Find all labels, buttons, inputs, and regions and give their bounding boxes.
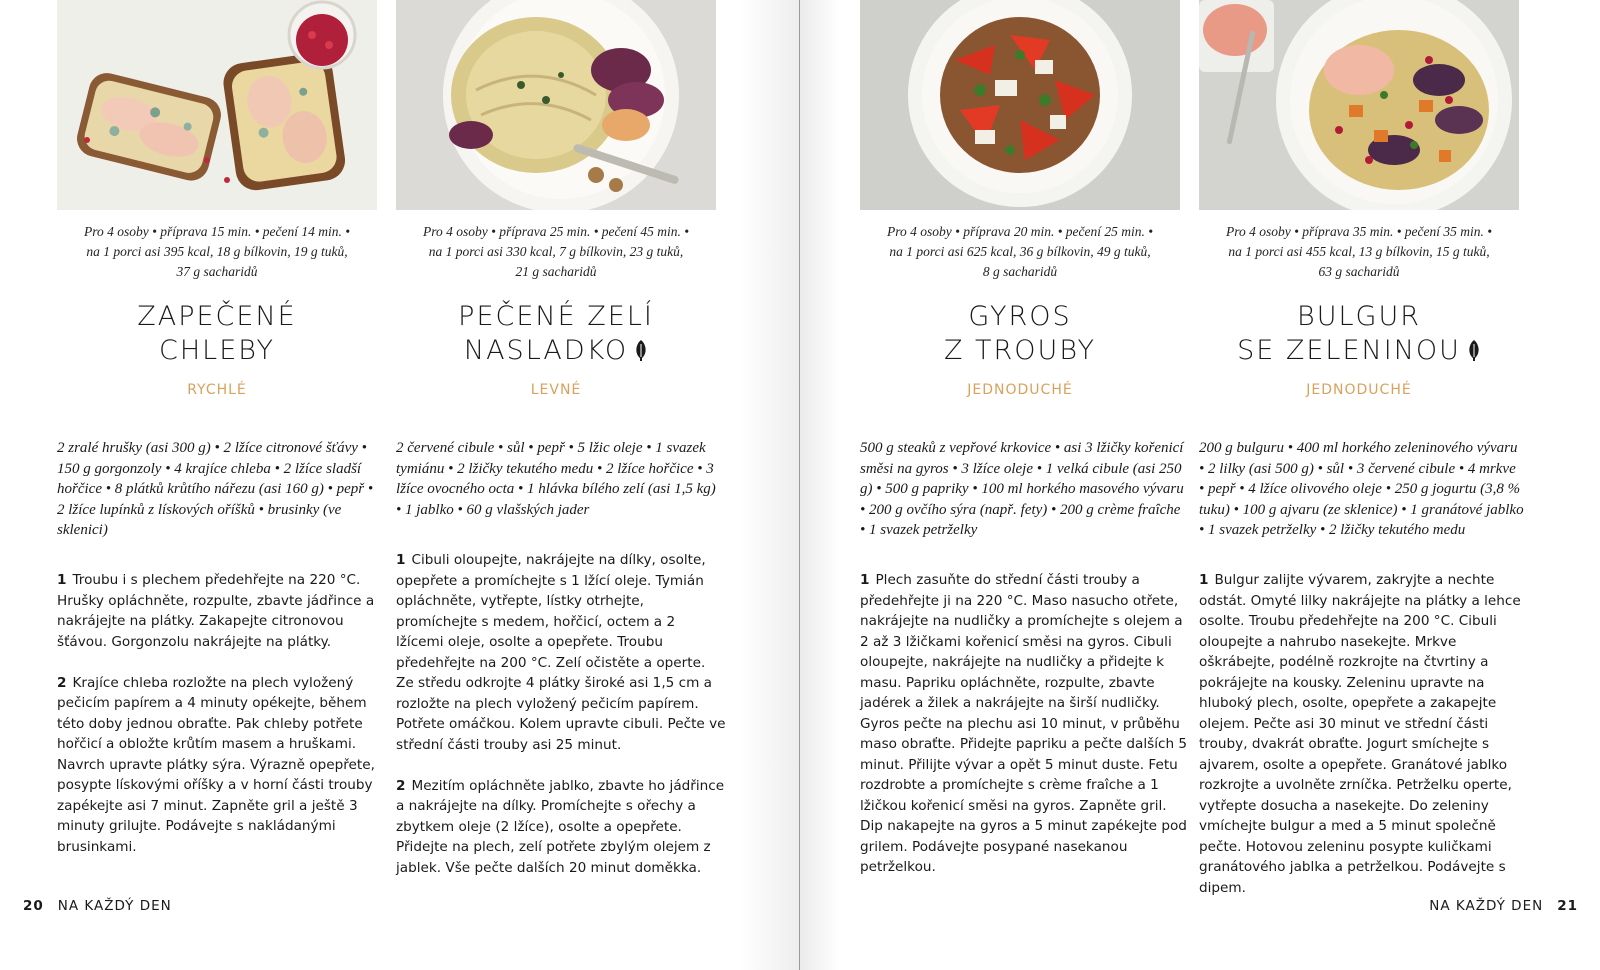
recipe-step (1199, 570, 1529, 898)
recipe-meta: Pro 4 osoby • příprava 35 min. • pečení 35 min. • na 1 porci asi 455 kcal, 13 g bílkovin, 15 g tuků, 63 g sacharidů (1225, 224, 1493, 279)
step-text: Mezitím opláchněte jablko, zbavte ho jádřince a nakrájejte na dílky. Promíchejte s ořechy a zbytkem oleje (2 lžíce), osolte a opepřete. Přidejte na plech, zelí potřete zbylým olejem z jablek. Vše pečte dalších 20 minut doměkka. (396, 777, 725, 876)
step-text: Krajíce chleba rozložte na plech vyložený pečicím papírem a 4 minuty opékejte, během této doby jednou obraťte. Pak chleby potřete hořčicí a obložte krůtím masem a hruškami. Navrch upravte plátky sýra. Výrazně opepřete, posypte lískovými oříšky a v horní části trouby zapékejte asi 7 minut. Zapněte gril a ještě 3 minuty grilujte. Podávejte s nakládanými brusinkami. (57, 674, 375, 855)
recipe-tag: RYCHLÉ (187, 382, 247, 398)
recipe-tag: JEDNODUCHÉ (967, 382, 1073, 398)
recipe-ingredients: 2 zralé hrušky (asi 300 g) • 2 lžíce citronové šťávy • 150 g gorgonzoly • 4 krajíce chleba • 2 lžíce sladší hořčice • 8 plátků krůtího nářezu (asi 160 g) • pepř • 2 lžíce lupínků z lískových oříšků • brusinky (ve sklenici) (57, 440, 374, 538)
step-number: 1 (860, 572, 870, 588)
recipe-title-line-1: ZAPEČENÉ (137, 301, 297, 332)
step-number: 1 (57, 572, 67, 588)
recipe-steps (860, 570, 1190, 898)
recipe-tag: LEVNÉ (530, 382, 582, 398)
folio-right (1429, 898, 1578, 914)
recipe-step (396, 776, 726, 879)
step-text: Cibuli oloupejte, nakrájejte na dílky, osolte, opepřete a promíchejte s 1 lžící oleje. Tymián opláchněte, vytřepte, lístky otrhejte, promíchejte s medem, hořčicí, octem a 2 lžícemi oleje, osolte a opepřete. Troubu předehřejte na 200 °C. Zelí očistěte a operte. Ze středu odkrojte 4 plátky široké asi 1,5 cm a rozložte na plech vyložený pečicím papírem. Potřete omáčkou. Kolem upravte cibuli. Pečte ve střední části trouby asi 25 minut. (396, 552, 726, 753)
recipe-photo-toasts (57, 0, 377, 210)
leaf-icon (1467, 339, 1481, 361)
step-text: Troubu i s plechem předehřejte na 220 °C. Hrušky opláchněte, rozpulte, zbavte jádřince a nakrájejte na plátky. Zakapejte citronovou šťávou. Gorgonzolu nakrájejte na plátky. (57, 572, 375, 650)
leaf-icon (634, 339, 648, 361)
running-head: NA KAŽDÝ DEN (57, 898, 172, 914)
step-number: 1 (1199, 572, 1209, 588)
recipe-steps (57, 570, 387, 878)
recipe-meta: Pro 4 osoby • příprava 25 min. • pečení 45 min. • na 1 porci asi 330 kcal, 7 g bílkovin, 23 g tuků, 21 g sacharidů (422, 224, 690, 279)
recipe-ingredients: 500 g steaků z vepřové krkovice • asi 3 lžičky kořenicí směsi na gyros • 3 lžíce oleje • 1 velká cibule (asi 250 g) • 500 g papriky • 100 ml horkého masového vývaru • 200 g ovčího sýra (např. fety) • 200 g crème fraîche • 1 svazek petrželky (860, 440, 1184, 538)
recipe-title-line-2 (1199, 334, 1519, 368)
recipe-title-line-2: CHLEBY (159, 335, 275, 366)
recipe-steps (396, 550, 726, 899)
recipe-meta: Pro 4 osoby • příprava 20 min. • pečení 25 min. • na 1 porci asi 625 kcal, 36 g bílkovin, 49 g tuků, 8 g sacharidů (886, 224, 1154, 279)
recipe-ingredients: 2 červené cibule • sůl • pepř • 5 lžic oleje • 1 svazek tymiánu • 2 lžičky tekutého medu • 2 lžíce hořčice • 3 lžíce ovocného octa • 1 hlávka bílého zelí (asi 1,5 kg) • 1 jablko • 60 g vlašských jader (396, 440, 716, 518)
recipe-step (57, 673, 387, 858)
recipe-photo-roasted-cabbage (396, 0, 716, 210)
recipe-tag: JEDNODUCHÉ (1306, 382, 1412, 398)
recipe-title-line-2 (396, 334, 716, 368)
recipe-title (1199, 300, 1519, 368)
recipe-photo-bulgur (1199, 0, 1519, 210)
step-number: 2 (396, 777, 406, 794)
step-text: Plech zasuňte do střední části trouby a předehřejte ji na 220 °C. Maso nasucho otřete, nakrájejte na nudličky a promíchejte s olejem a 2 až 3 lžičkami kořenicí směsi na gyros. Cibuli oloupejte, nakrájejte na nudličky a přidejte k masu. Papriku opláchněte, rozpulte, zbavte jadérek a žilek a nakrájejte na širší nudličky. Gyros pečte na plechu asi 10 minut, v průběhu maso obraťte. Přidejte papriku a pečte dalších 5 minut. Přilijte vývar a opět 5 minut duste. Fetu rozdrobte a promíchejte s crème fraîche a 1 lžičkou kořenicí směsi na gyros. Zapněte gril. Dip nakapejte na gyros a 5 minut zapékejte pod grilem. Podávejte posypané nasekanou petrželkou. (860, 572, 1188, 875)
step-number: 2 (57, 674, 67, 691)
recipe-photo-gyros (860, 0, 1180, 210)
page-number: 21 (1557, 898, 1578, 914)
recipe-title (396, 300, 716, 368)
recipe-ingredients: 200 g bulguru • 400 ml horkého zeleninového vývaru • 2 lilky (asi 500 g) • sůl • 3 červené cibule • 4 mrkve • pepř • 4 lžíce olivového oleje • 250 g jogurtu (3,8 % tuku) • 100 g ajvaru (ze sklenice) • 1 granátové jablko • 1 svazek petrželky • 2 lžičky tekutého medu (1199, 440, 1524, 538)
recipe-meta: Pro 4 osoby • příprava 15 min. • pečení 14 min. • na 1 porci asi 395 kcal, 18 g bílkovin, 19 g tuků, 37 g sacharidů (83, 224, 351, 279)
page-number: 20 (23, 898, 44, 914)
recipe-title-line-2-text: SE ZELENINOU (1237, 335, 1461, 366)
step-number: 1 (396, 552, 406, 568)
recipe-title-line-2: Z TROUBY (943, 335, 1097, 366)
recipe-title-line-2-text: NASLADKO (463, 335, 629, 366)
recipe-title (57, 300, 377, 368)
recipe-step (57, 570, 387, 652)
recipe-title-line-1: GYROS (968, 301, 1072, 332)
recipe-steps (1199, 570, 1529, 919)
recipe-step (860, 570, 1190, 878)
folio-left (23, 898, 172, 914)
gutter-shadow (800, 0, 840, 970)
recipe-step (396, 550, 726, 755)
right-page (800, 0, 1600, 970)
recipe-title-line-1: BULGUR (1297, 301, 1421, 332)
recipe-title-line-1: PEČENÉ ZELÍ (458, 301, 654, 332)
running-head: NA KAŽDÝ DEN (1429, 898, 1544, 914)
gutter-shadow (740, 0, 800, 970)
recipe-title (860, 300, 1180, 368)
step-text: Bulgur zalijte vývarem, zakryjte a nechte odstát. Omyté lilky nakrájejte na plátky a lehce osolte. Troubu předehřejte na 200 °C. Cibuli oloupejte a nahrubo nasekejte. Mrkve oškrábejte, podélně rozkrojte na čtvrtiny a pokrájejte na kousky. Zeleninu upravte na hluboký plech, osolte, opepřete a zakapejte olejem. Pečte asi 30 minut ve střední části trouby, dvakrát obraťte. Jogurt smíchejte s ajvarem, osolte a opepřete. Granátové jablko rozkrojte a uvolněte zrníčka. Petrželku operte, vytřepte dosucha a nasekejte. Do zeleniny vmíchejte bulgur a med a 5 minut společně pečte. Hotovou zeleninu posypte kuličkami granátového jablka a petrželkou. Podávejte s dipem. (1199, 572, 1521, 896)
